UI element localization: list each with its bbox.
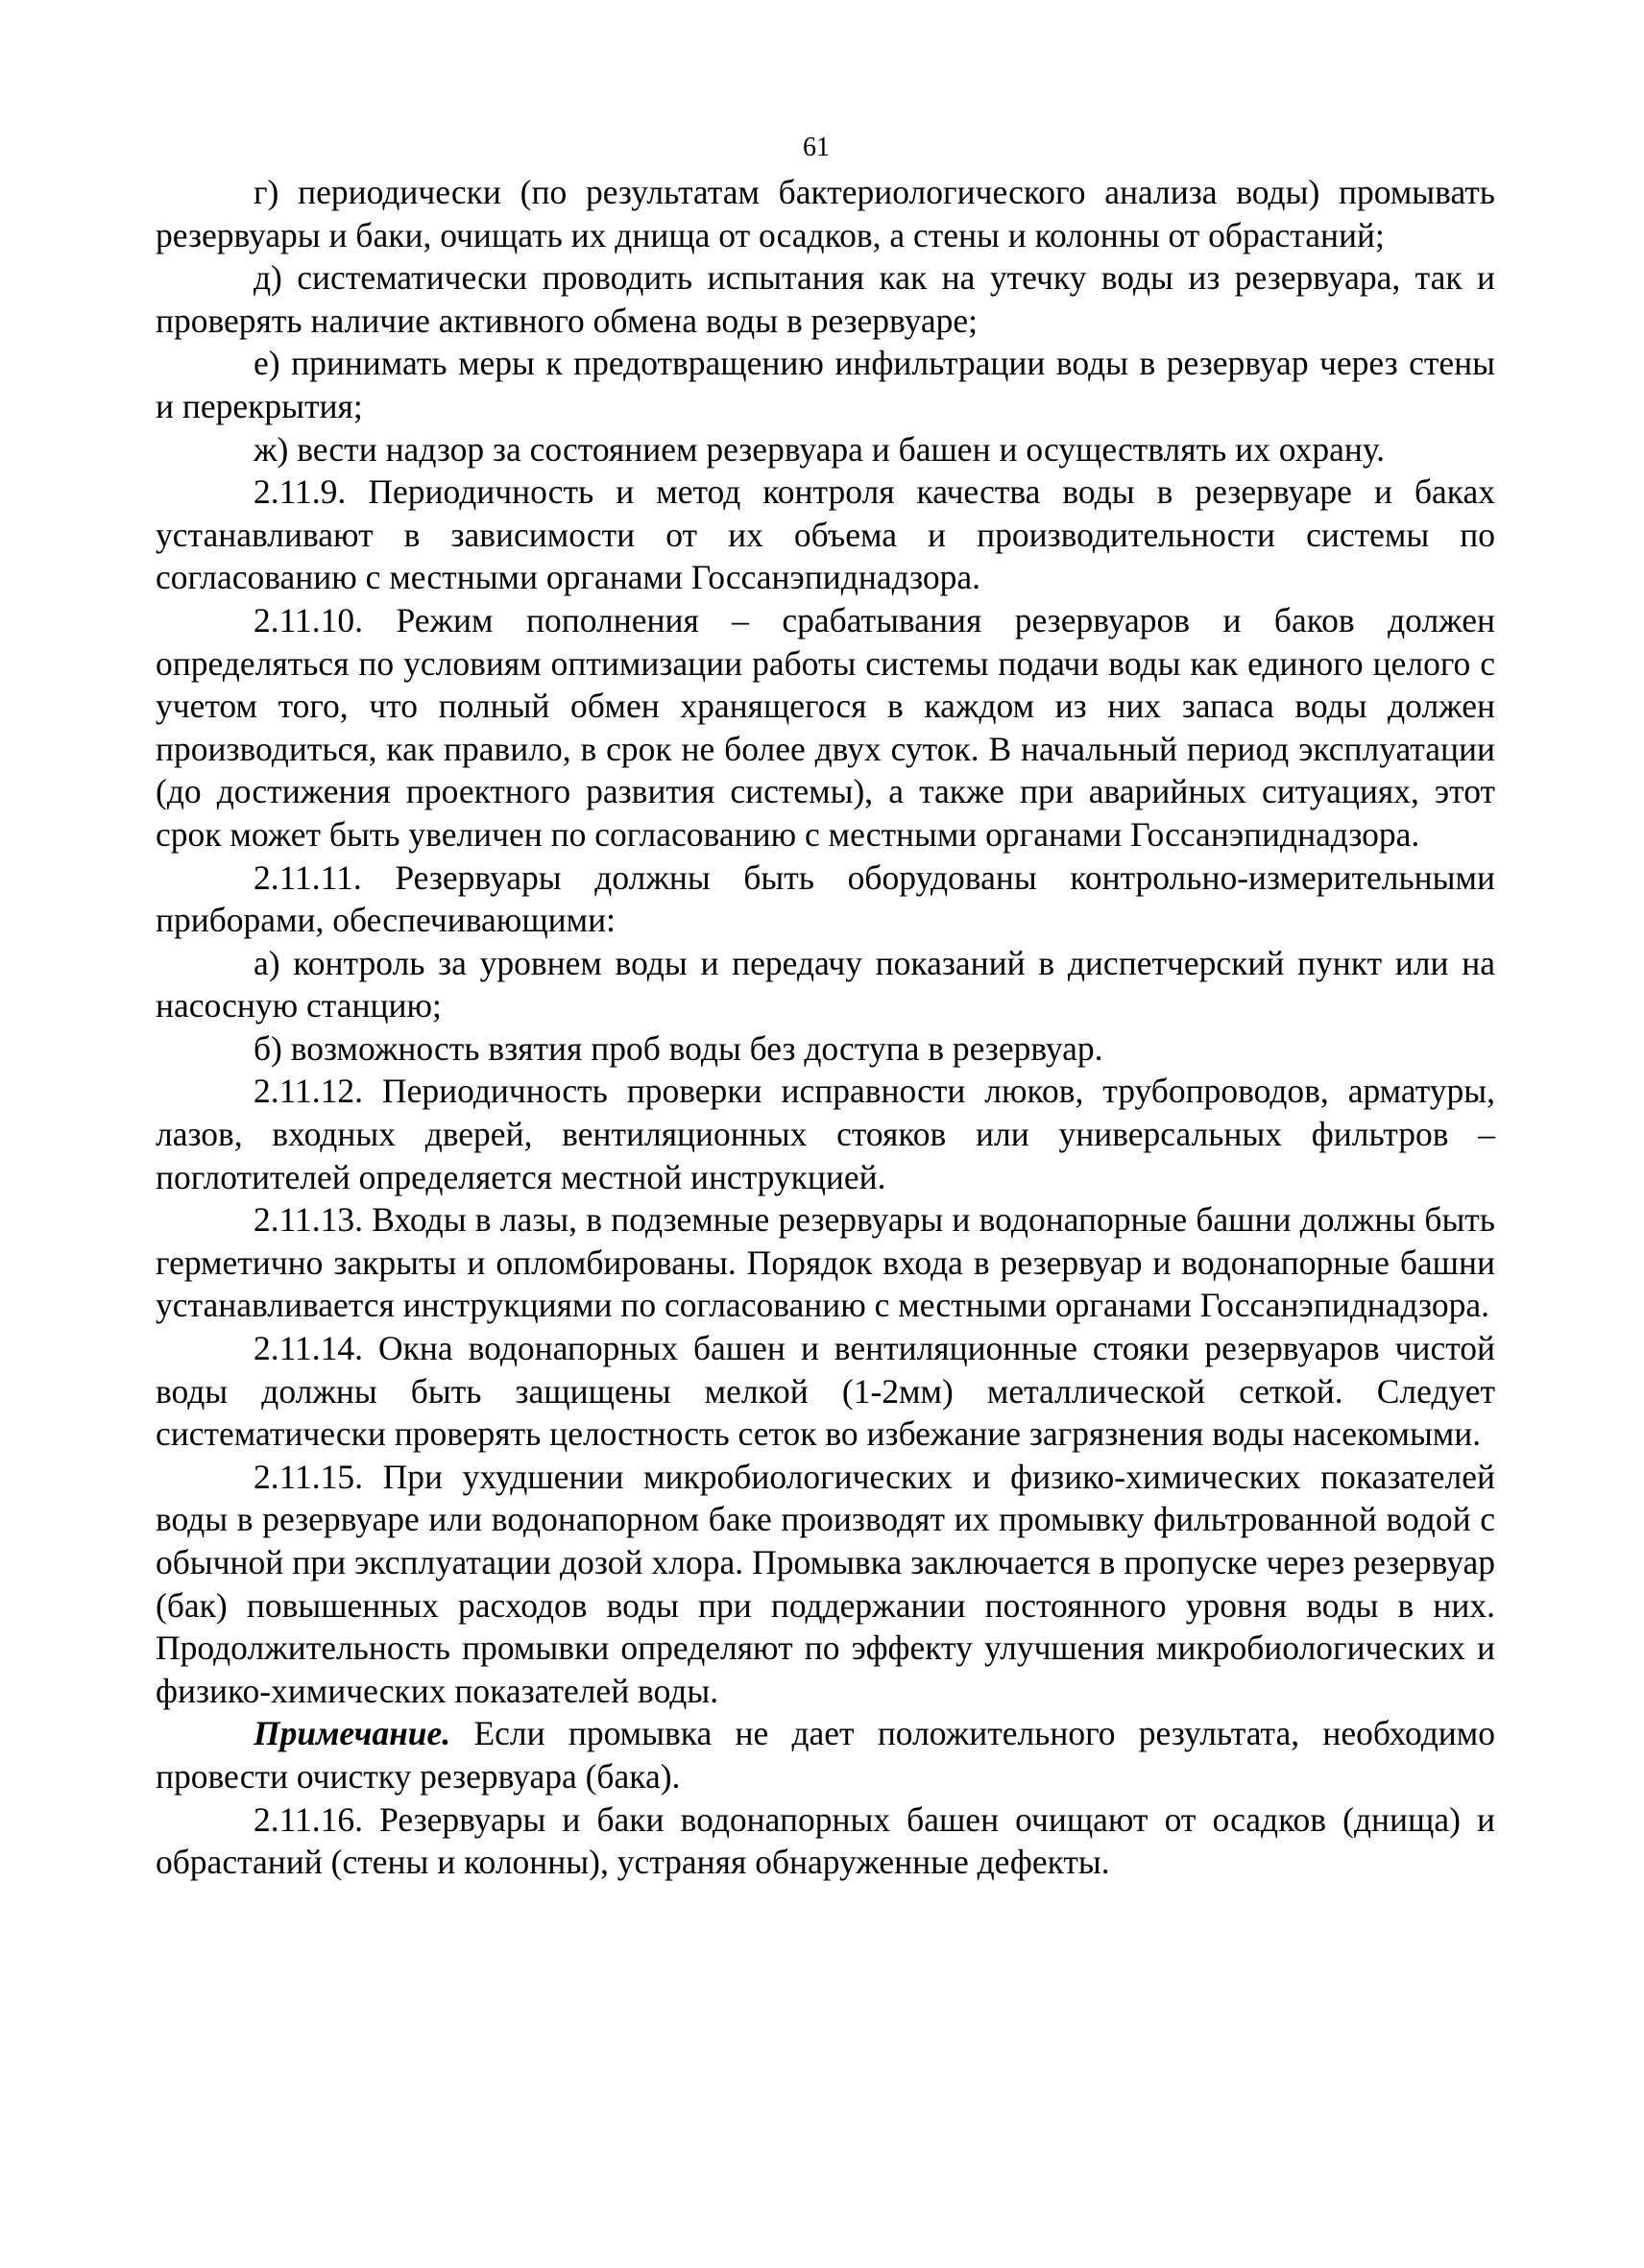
note-label: Примечание.	[254, 1714, 451, 1753]
paragraph-item-g: г) периодически (по результатам бактериологического анализа воды) промывать резервуары и баки, очищать их днища от осадков, а стены и колонны от обрастаний;	[156, 173, 1495, 254]
page-body	[156, 171, 1495, 1884]
paragraph-2-11-12: 2.11.12. Периодичность проверки исправности люков, трубопроводов, арматуры, лазов, входных дверей, вентиляционных стояков или универсальных фильтров – поглотителей определяется местной инструкцией.	[156, 1072, 1495, 1196]
paragraph-2-11-16: 2.11.16. Резервуары и баки водонапорных башен очищают от осадков (днища) и обрастаний (стены и колонны), устраняя обнаруженные дефекты.	[156, 1799, 1495, 1882]
paragraph-2-11-13: 2.11.13. Входы в лазы, в подземные резервуары и водонапорные башни должны быть герметично закрыты и опломбированы. Порядок входа в резервуар и водонапорные башни устанавливается инструкциями по согласованию с местными органами Госсанэпиднадзора.	[156, 1200, 1495, 1325]
paragraph-item-e: е) принимать меры к предотвращению инфильтрации воды в резервуар через стены и перекрытия;	[156, 344, 1495, 425]
paragraph-2-11-15: 2.11.15. При ухудшении микробиологических и физико-химических показателей воды в резервуаре или водонапорном баке производят их промывку фильтрованной водой с обычной при эксплуатации дозой хлора. Промывка заключается в пропуске через резервуар (бак) повышенных расходов воды при поддержании постоянного уровня воды в них. Продолжительность промывки определяют по эффекту улучшения микробиологических и физико-химических показателей воды.	[156, 1457, 1495, 1710]
paragraph-item-d: д) систематически проводить испытания как на утечку воды из резервуара, так и проверять наличие активного обмена воды в резервуаре;	[156, 258, 1495, 340]
paragraph-item-zh: ж) вести надзор за состоянием резервуара и башен и осуществлять их охрану.	[254, 429, 1385, 469]
paragraph-2-11-9: 2.11.9. Периодичность и метод контроля качества воды в резервуаре и баках устанавливают в зависимости от их объема и производительности системы по согласованию с местными органами Госсанэпиднадзора.	[156, 472, 1495, 597]
page-number: 61	[803, 133, 830, 162]
paragraph-2-11-14: 2.11.14. Окна водонапорных башен и вентиляционные стояки резервуаров чистой воды должны быть защищены мелкой (1-2мм) металлической сеткой. Следует систематически проверять целостность сеток во избежание загрязнения воды насекомыми.	[156, 1329, 1495, 1454]
paragraph-2-11-11: 2.11.11. Резервуары должны быть оборудованы контрольно-измерительными приборами, обеспечивающими:	[156, 857, 1495, 940]
paragraph-2-11-10: 2.11.10. Режим пополнения – срабатывания резервуаров и баков должен определяться по условиям оптимизации работы системы подачи воды как единого целого с учетом того, что полный обмен хранящегося в каждом из них запаса воды должен производиться, как правило, в срок не более двух суток. В начальный период эксплуатации (до достижения проектного развития системы), а также при аварийных ситуациях, этот срок может быть увеличен по согласованию с местными органами Госсанэпиднадзора.	[156, 600, 1495, 854]
paragraph-item-a: а) контроль за уровнем воды и передачу показаний в диспетчерский пункт или на насосную станцию;	[156, 943, 1495, 1025]
note-paragraph	[156, 1712, 1495, 1798]
note-text: Если промывка не дает положительного результата, необходимо провести очистку резервуара (бака).	[156, 1714, 1495, 1796]
paragraph-item-b: б) возможность взятия проб воды без доступа в резервуар.	[254, 1028, 1103, 1068]
